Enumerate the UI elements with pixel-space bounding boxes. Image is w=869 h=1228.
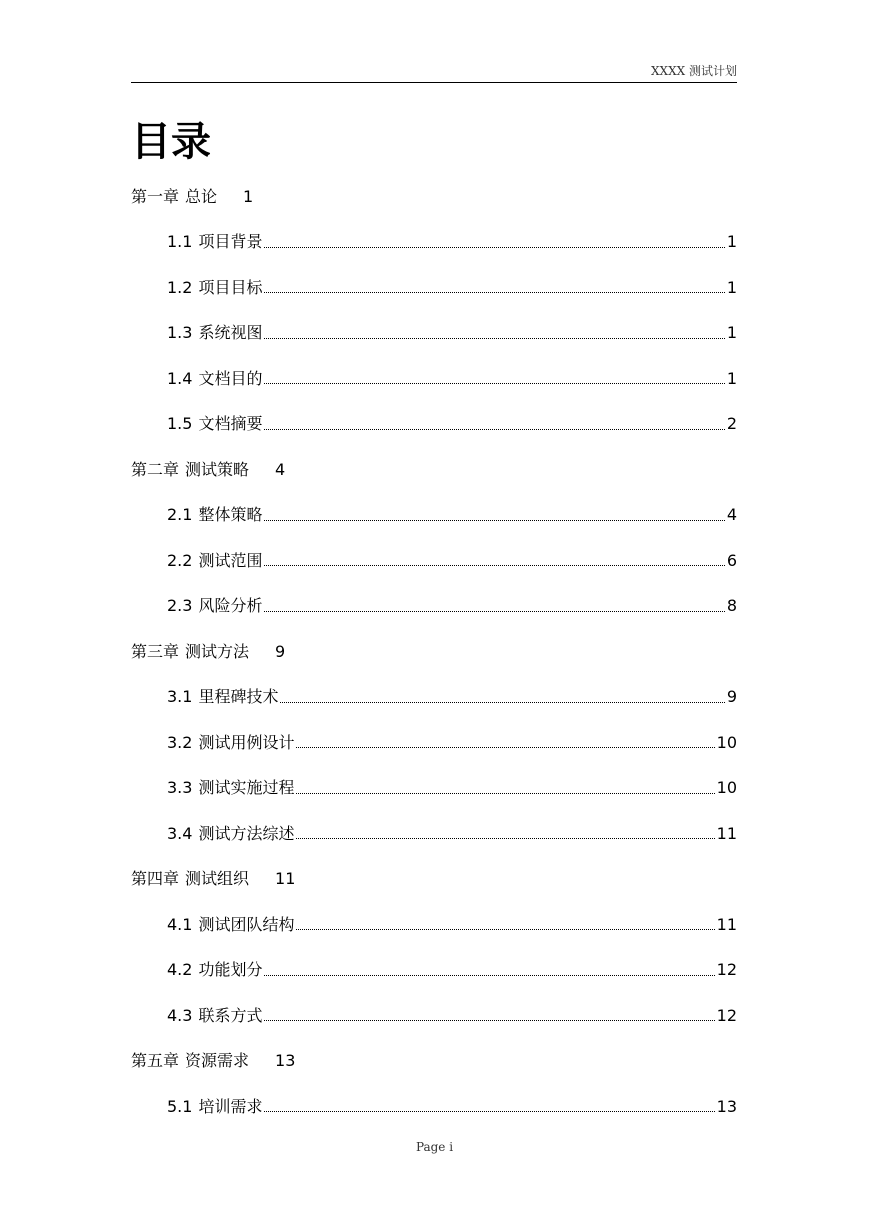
toc-section-entry[interactable] — [131, 356, 737, 402]
toc-entry-text: 里程碑技术 — [198, 687, 279, 707]
toc-entry-text: 测试方法综述 — [198, 823, 295, 843]
toc-entry-label — [167, 687, 278, 707]
toc-entry-label — [131, 869, 249, 889]
toc-entry-text: 功能划分 — [198, 960, 263, 980]
toc-section-entry[interactable] — [131, 993, 737, 1039]
toc-entry-label — [167, 369, 262, 389]
toc-section-entry[interactable] — [131, 584, 737, 630]
dot-leader — [264, 338, 724, 339]
toc-entry-label — [131, 1051, 249, 1071]
toc-entry-text: 系统视图 — [198, 323, 263, 343]
toc-entry-label — [167, 1097, 262, 1117]
dot-leader — [264, 611, 724, 612]
dot-leader — [264, 429, 724, 430]
toc-entry-page-number: 13 — [716, 1096, 737, 1116]
dot-leader — [296, 838, 714, 839]
toc-entry-number: 3.1 — [167, 687, 193, 707]
toc-entry-text: 总论 — [185, 186, 218, 206]
toc-entry-page-number: 13 — [275, 1051, 296, 1071]
dot-leader — [264, 292, 724, 293]
toc-entry-number: 1.1 — [167, 232, 193, 252]
toc-section-entry[interactable] — [131, 220, 737, 266]
dot-leader — [296, 747, 714, 748]
toc-section-entry[interactable] — [131, 811, 737, 857]
toc-entry-text: 测试方法 — [185, 641, 250, 661]
toc-chapter-entry[interactable] — [131, 1039, 737, 1085]
toc-section-entry[interactable] — [131, 1084, 737, 1130]
toc-entry-number: 4.3 — [167, 1005, 193, 1025]
toc-title: 目录 — [131, 119, 211, 165]
toc-entry-label — [167, 323, 262, 343]
dot-leader — [264, 520, 724, 521]
toc-entry-number: 第四章 — [131, 869, 180, 889]
toc-section-entry[interactable] — [131, 493, 737, 539]
toc-section-entry[interactable] — [131, 402, 737, 448]
toc-entry-page-number: 8 — [726, 596, 737, 616]
dot-leader — [296, 793, 714, 794]
toc-entry-number: 第一章 — [131, 186, 180, 206]
toc-entry-page-number: 9 — [726, 687, 737, 707]
toc-entry-text: 联系方式 — [198, 1005, 263, 1025]
dot-leader — [264, 1020, 714, 1021]
toc-entry-label — [167, 505, 262, 525]
toc-entry-page-number: 11 — [716, 823, 737, 843]
running-header: XXXX 测试计划 — [651, 64, 737, 78]
toc-section-entry[interactable] — [131, 948, 737, 994]
toc-entry-page-number: 9 — [275, 641, 286, 661]
toc-chapter-entry[interactable] — [131, 857, 737, 903]
toc-entry-text: 培训需求 — [198, 1096, 263, 1116]
toc-section-entry[interactable] — [131, 311, 737, 357]
toc-entry-number: 第五章 — [131, 1051, 180, 1071]
toc-entry-text: 资源需求 — [185, 1051, 250, 1071]
toc-entry-number: 2.1 — [167, 505, 193, 525]
toc-entry-label — [131, 642, 249, 662]
toc-entry-text: 测试组织 — [185, 869, 250, 889]
toc-entry-text: 测试实施过程 — [198, 778, 295, 798]
toc-entry-label — [131, 460, 249, 480]
toc-entry-label — [167, 551, 262, 571]
toc-entry-page-number: 4 — [275, 459, 286, 479]
toc-entry-label — [167, 1006, 262, 1026]
toc-entry-number: 2.2 — [167, 550, 193, 570]
dot-leader — [264, 383, 724, 384]
toc-entry-label — [167, 915, 294, 935]
toc-entry-label — [167, 414, 262, 434]
toc-entry-number: 1.5 — [167, 414, 193, 434]
toc-entry-number: 5.1 — [167, 1096, 193, 1116]
toc-entry-number: 3.4 — [167, 823, 193, 843]
dot-leader — [280, 702, 724, 703]
toc-entry-number: 3.3 — [167, 778, 193, 798]
toc-entry-label — [131, 187, 217, 207]
toc-section-entry[interactable] — [131, 538, 737, 584]
toc-entry-page-number: 1 — [726, 232, 737, 252]
toc-section-entry[interactable] — [131, 766, 737, 812]
toc-entry-label — [167, 824, 294, 844]
toc-entry-page-number: 12 — [716, 1005, 737, 1025]
toc-chapter-entry[interactable] — [131, 629, 737, 675]
toc-section-entry[interactable] — [131, 720, 737, 766]
dot-leader — [264, 565, 724, 566]
toc-section-entry[interactable] — [131, 675, 737, 721]
toc-entry-text: 项目背景 — [198, 232, 263, 252]
toc-entry-text: 测试策略 — [185, 459, 250, 479]
toc-entry-number: 1.3 — [167, 323, 193, 343]
toc-entry-page-number: 11 — [716, 914, 737, 934]
toc-entry-page-number: 1 — [726, 277, 737, 297]
toc-section-entry[interactable] — [131, 265, 737, 311]
toc-chapter-entry[interactable] — [131, 174, 737, 220]
toc-entry-text: 风险分析 — [198, 596, 263, 616]
toc-entry-label — [167, 778, 294, 798]
toc-entry-page-number: 10 — [716, 778, 737, 798]
toc-entry-number: 3.2 — [167, 732, 193, 752]
dot-leader — [296, 929, 714, 930]
toc-entry-label — [167, 960, 262, 980]
toc-entry-number: 1.2 — [167, 277, 193, 297]
toc-chapter-entry[interactable] — [131, 447, 737, 493]
table-of-contents — [131, 174, 737, 1130]
toc-entry-number: 第三章 — [131, 641, 180, 661]
toc-entry-page-number: 1 — [726, 368, 737, 388]
toc-entry-label — [167, 232, 262, 252]
toc-entry-page-number: 6 — [726, 550, 737, 570]
toc-entry-number: 4.1 — [167, 914, 193, 934]
toc-entry-page-number: 1 — [243, 186, 254, 206]
toc-entry-page-number: 11 — [275, 869, 296, 889]
toc-entry-text: 项目目标 — [198, 277, 263, 297]
toc-entry-number: 2.3 — [167, 596, 193, 616]
toc-entry-label — [167, 733, 294, 753]
toc-entry-number: 1.4 — [167, 368, 193, 388]
toc-entry-label — [167, 278, 262, 298]
toc-entry-page-number: 10 — [716, 732, 737, 752]
toc-entry-text: 文档目的 — [198, 368, 263, 388]
toc-entry-text: 文档摘要 — [198, 414, 263, 434]
toc-section-entry[interactable] — [131, 902, 737, 948]
toc-entry-text: 测试范围 — [198, 550, 263, 570]
toc-entry-number: 第二章 — [131, 459, 180, 479]
dot-leader — [264, 1111, 714, 1112]
toc-entry-text: 测试团队结构 — [198, 914, 295, 934]
toc-entry-text: 测试用例设计 — [198, 732, 295, 752]
page-number: Page i — [415, 1140, 454, 1154]
toc-entry-label — [167, 596, 262, 616]
toc-entry-page-number: 12 — [716, 960, 737, 980]
toc-entry-text: 整体策略 — [198, 505, 263, 525]
toc-entry-page-number: 1 — [726, 323, 737, 343]
toc-entry-page-number: 4 — [726, 505, 737, 525]
dot-leader — [264, 247, 724, 248]
toc-entry-number: 4.2 — [167, 960, 193, 980]
dot-leader — [264, 975, 714, 976]
header-rule — [131, 82, 737, 83]
toc-entry-page-number: 2 — [726, 414, 737, 434]
